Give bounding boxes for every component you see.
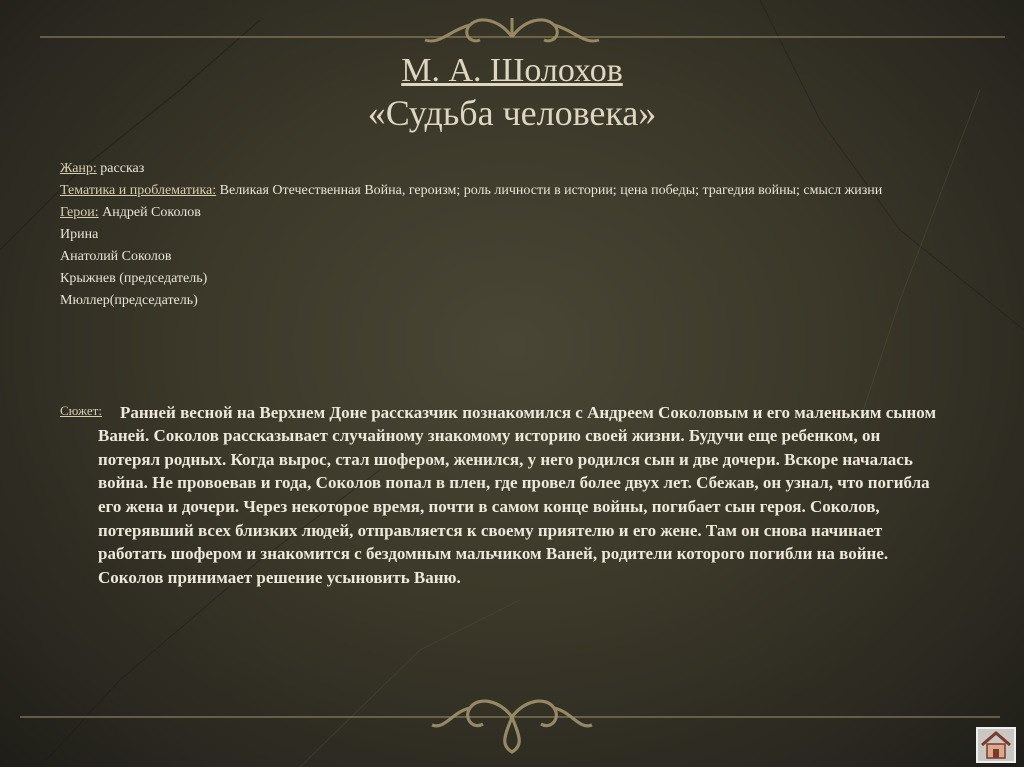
plot-text: Ранней весной на Верхнем Доне рассказчик познакомился с Андреем Соколовым и его маленьким сыном Ваней. Соколов рассказывает случайному знакомому историю своей жизни. Будучи еще ребенком, он потерял родных. Когда вырос, стал шофером, женился, у него родился сын и две дочери. Вскоре началась война. Не провоевав и года, Соколов попал в плен, где провел более двух лет. Сбежав, он узнал, что погибла его жена и дочери. Через некоторое время, почти в самом конце войны, погибает сын героя. Соколов, потерявший всех близких людей, отправляется к своему приятелю и его жене. Там он снова начинает работать шофером и знакомится с бездомным мальчиком Ваней, родители которого погибли на войне. Соколов принимает решение усыновить Ваню. — [98, 402, 937, 587]
plot-label: Сюжет: — [60, 403, 102, 418]
heroes-row — [60, 204, 960, 221]
hero-item: Анатолий Соколов — [60, 249, 172, 264]
home-icon — [978, 729, 1014, 761]
hero-item: Мюллер(председатель) — [60, 293, 198, 308]
plot-block — [60, 398, 940, 589]
slide-title — [0, 50, 1024, 134]
genre-label: Жанр: — [60, 161, 97, 176]
hero-item: Андрей Соколов — [98, 205, 201, 220]
home-button[interactable] — [976, 727, 1016, 763]
heroes-label: Герои: — [60, 205, 99, 220]
work-title: «Судьба человека» — [367, 93, 657, 133]
genre-value: рассказ — [96, 161, 145, 176]
themes-value: Великая Отечественная Война, героизм; роль личности в истории; цена победы; трагедия войны; смысл жизни — [216, 183, 883, 198]
genre-row — [60, 160, 960, 177]
themes-label: Тематика и проблематика: — [60, 183, 217, 198]
info-block — [60, 160, 960, 314]
bottom-ornament — [432, 701, 592, 752]
hero-item: Крыжнев (председатель) — [60, 271, 208, 286]
top-ornament — [425, 18, 599, 41]
author-name: М. А. Шолохов — [401, 52, 623, 89]
hero-item: Ирина — [60, 227, 99, 242]
themes-row — [60, 182, 960, 199]
